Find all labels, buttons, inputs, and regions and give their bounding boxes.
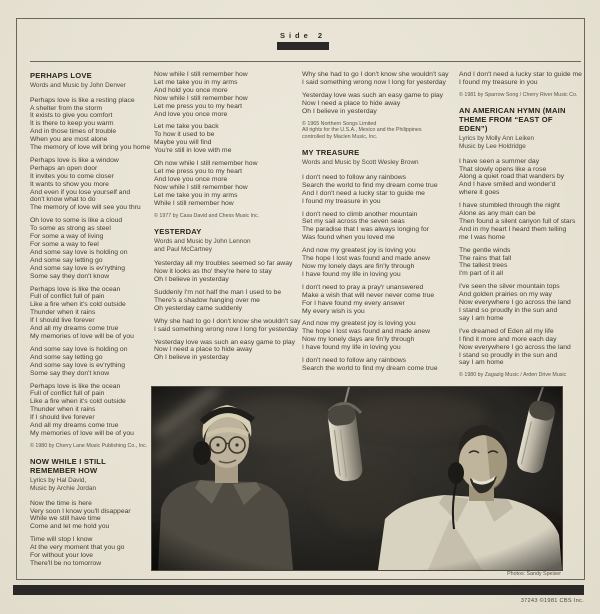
lyric-line: Thunder when it rains: [30, 309, 96, 317]
lyric-line: When you are most alone: [30, 136, 108, 144]
lyric-line: And now my greatest joy is loving you: [302, 247, 416, 255]
lyric-line: It invites you to come closer: [30, 172, 114, 180]
lyric-line: I've seen the silver mountain tops: [459, 283, 560, 291]
lyric-line: The hope I lost was found and made anew: [302, 255, 431, 263]
text-line: Words and Music by Scott Wesley Brown: [302, 159, 419, 167]
photo-credit: Photos: Sandy Speiser: [507, 571, 561, 577]
lyric-line: Alone as any man can be: [459, 210, 536, 218]
copyright-note: [30, 443, 150, 450]
lyric-line: Oh I believe in yesterday: [302, 107, 377, 115]
lyric-line: Like a fire when it's cold outside: [30, 398, 126, 406]
lyric-line: It exists to give you comfort: [30, 112, 113, 120]
lyric-line: The rains that fall: [459, 254, 512, 262]
lyric-line: You're still in love with me: [154, 147, 232, 155]
song-credit: [154, 238, 292, 253]
song-credit: [30, 82, 150, 90]
stanza: [302, 320, 458, 352]
text-line: All rights for the U.S.A., Mexico and the Philippines: [302, 127, 422, 134]
lyric-line: Full of conflict full of pain: [30, 293, 105, 301]
lyric-line: The memory of love will bring you home: [30, 144, 151, 152]
lyric-line: To how it used to be: [154, 131, 215, 139]
lyric-line: I don't need to follow any rainbows: [302, 173, 407, 181]
bottom-bar: [13, 585, 584, 595]
lyric-line: Oh I believe in yesterday: [154, 276, 229, 284]
lyric-line: I have found my life in loving you: [302, 344, 401, 352]
lyric-line: Then found a silent canyon full of stars: [459, 217, 576, 225]
lyric-line: While we still have time: [30, 515, 101, 523]
lyric-line: Time will stop I know: [30, 536, 93, 544]
lyric-line: I stand so proudly in the sun and: [459, 307, 558, 314]
song-credit: [30, 477, 150, 492]
stanza: [30, 157, 150, 212]
lyric-line: And all my dreams come true: [30, 325, 119, 333]
song-credit: [302, 159, 458, 167]
lyric-line: Maybe you will find: [154, 139, 212, 147]
lyric-line: It is there to keep you warm: [30, 120, 114, 128]
lyric-line: Now my lonely days are fin'ly through: [302, 336, 415, 344]
lyric-line: The tallest trees: [459, 262, 508, 270]
side-label: Side 2: [279, 31, 327, 40]
text-line: Music by Archie Jordan: [30, 485, 97, 493]
lyric-line: where it goes: [459, 189, 500, 197]
stanza: [302, 247, 458, 279]
text-line: © 1965 Northern Songs Limited: [302, 120, 377, 127]
copyright-note: [302, 121, 458, 141]
lyric-line: I found my treasure in you: [459, 78, 538, 86]
lyric-line: Make a wish that will never never come true: [302, 291, 435, 299]
song-title: PERHAPS LOVE: [30, 71, 92, 80]
studio-photo: [152, 387, 562, 570]
lyric-line: And love you once more: [154, 110, 228, 118]
lyric-line: Let me take you back: [154, 123, 219, 131]
lyric-line: It wants to show you more: [30, 180, 109, 188]
lyric-line: Full of conflict full of pain: [30, 390, 105, 398]
lyric-line: me I was home: [459, 233, 506, 241]
lyric-line: For I have found my every answer: [302, 299, 405, 307]
stanza: [30, 97, 150, 152]
lyric-line: And some say letting go: [30, 256, 103, 264]
lyric-line: My every wish is you: [302, 307, 365, 315]
stanza: [459, 247, 581, 279]
text-line: Words and Music by John Denver: [30, 82, 126, 89]
lyric-line: Now everywhere I go across the land: [459, 299, 571, 307]
lyric-line: There's a shadow hanging over me: [154, 296, 260, 304]
stanza: [459, 71, 581, 87]
lyric-line: My memories of love will be of you: [30, 332, 134, 340]
song-title: AN AMERICAN HYMN (MAIN THEME FROM “EAST OF EDEN”): [459, 106, 566, 134]
lyric-line: Why she had to go I don't know she wouldn't say: [154, 317, 301, 325]
lyric-line: And love you once more: [154, 175, 228, 183]
lyric-line: Along a quiet road that wanders by: [459, 173, 565, 181]
stanza: [154, 338, 296, 363]
copyright-note: [154, 213, 292, 220]
text-line: Lyrics by Molly Ann Leiken: [459, 135, 535, 143]
lyric-line: I found my treasure in you: [302, 197, 381, 205]
stanza: [154, 123, 292, 155]
stanza: [459, 202, 581, 242]
stanza: [154, 160, 292, 207]
lyric-line: Now it looks as tho' they're here to stay: [154, 268, 272, 276]
lyric-line: Now I need a place to hide away: [154, 346, 253, 354]
lyric-line: say I am home: [459, 359, 504, 367]
lyric-line: The gentle winds: [459, 246, 511, 254]
lyric-line: I've dreamed of Eden all my life: [459, 327, 554, 335]
lyric-line: Like a fire when it's cold outside: [30, 301, 126, 309]
side-header: [250, 31, 356, 50]
lyric-line: Search the world to find my dream come true: [302, 181, 438, 189]
lyric-line: Set my sail across the seven seas: [302, 218, 405, 226]
lyric-line: Let me take you in my arms: [154, 78, 238, 86]
text-line: © 1980 by Zagazig Music / Arden Drive Music: [459, 372, 567, 379]
text-line: Words and Music by John Lennon: [154, 238, 251, 246]
stanza: [459, 328, 581, 368]
lyric-line: And even if you lose yourself and: [30, 188, 131, 196]
lyric-line: I don't need to follow any rainbows: [302, 357, 407, 365]
text-line: Lyrics by Hal David,: [30, 477, 87, 485]
lyric-line: Now while I still remember how: [154, 71, 248, 78]
stanza: [30, 217, 150, 280]
lyric-line: And some say letting go: [30, 353, 103, 361]
lyric-line: I said something wrong now I long for yesterday: [302, 78, 446, 86]
lyric-line: Let me press you to my heart: [154, 167, 243, 175]
lyric-line: Yesterday love was such an easy game to play: [302, 91, 444, 99]
lyric-line: And in my heart I heard them telling: [459, 225, 567, 233]
lyric-line: I'm part of it all: [459, 270, 503, 278]
lyric-line: And hold you once more: [154, 86, 228, 94]
stanza: [154, 260, 292, 284]
lyric-line: For without your love: [30, 552, 94, 560]
lyric-line: Now while I still remember how: [154, 183, 248, 191]
lyric-line: Oh yesterday came suddenly: [154, 304, 243, 312]
lyric-line: While I still remember how: [154, 199, 234, 207]
lyric-line: I don't need to climb another mountain: [302, 210, 418, 218]
text-line: © 1977 by Casa David and Chess Music Inc.: [154, 212, 260, 219]
lyric-line: I said something wrong now I long for yesterday: [154, 325, 298, 333]
lyric-line: Why she had to go I don't know she wouldn't say: [302, 71, 449, 78]
lyric-line: And I don't need a lucky star to guide me: [459, 71, 582, 78]
lyric-line: I have stumbled through the night: [459, 202, 560, 210]
stanza: [302, 92, 458, 116]
lyric-line: There'll be no tomorrow: [30, 559, 102, 567]
lyric-line: And some say love is holding on: [30, 345, 128, 353]
lyric-line: Come and let me hold you: [30, 523, 110, 531]
side-bar: [277, 42, 329, 50]
lyric-line: To some as strong as steel: [30, 225, 111, 233]
lyric-line: say I am home: [459, 314, 504, 322]
lyric-line: I don't need to pray a pray'r unanswered: [302, 283, 424, 291]
lyric-line: And golden prairies on my way: [459, 291, 552, 299]
lyric-line: My memories of love will be of you: [30, 429, 134, 437]
text-line: Music by Lee Holdridge: [459, 143, 526, 150]
lyric-line: Suddenly I'm not half the man I used to be: [154, 289, 282, 296]
lyric-line: Very soon I know you'll disappear: [30, 507, 131, 515]
lyric-line: Some say they don't know: [30, 369, 110, 377]
lyrics-column-1: [30, 71, 150, 573]
stanza: [30, 500, 150, 532]
lyrics-column-3: [302, 71, 458, 378]
lyric-line: Now while I still remember how: [154, 94, 248, 102]
song-credit: [459, 135, 581, 150]
lyric-line: At the very moment that you go: [30, 544, 125, 552]
stanza: [30, 346, 150, 378]
lyric-line: And in those times of trouble: [30, 128, 117, 136]
lyric-line: Oh love to some is like a cloud: [30, 217, 123, 225]
lyric-line: The memory of love will see you thru: [30, 204, 141, 212]
photo-vignette: [152, 387, 562, 570]
lyric-line: And now my greatest joy is loving you: [302, 320, 416, 328]
lyric-line: If I should live forever: [30, 317, 95, 325]
lyric-line: don't know what to do: [30, 196, 96, 204]
lyric-line: Search the world to find my dream come true: [302, 364, 438, 372]
catalog-number: 37243 ©1981 CBS Inc.: [520, 598, 584, 604]
song-title: YESTERDAY: [154, 227, 202, 237]
stanza: [459, 283, 581, 323]
lyric-line: A shelter from the storm: [30, 104, 103, 112]
lyric-line: Perhaps love is like the ocean: [30, 285, 121, 293]
lyric-line: And some say love is ev'rything: [30, 264, 125, 272]
stanza: [302, 71, 458, 87]
lyric-line: The hope I lost was found and made anew: [302, 328, 431, 336]
stanza: [154, 71, 292, 118]
stanza: [302, 211, 458, 243]
stanza: [30, 536, 150, 568]
text-line: © 1980 by Cherry Lane Music Publishing Co., Inc.: [30, 442, 148, 449]
text-line: and Paul McCartney: [154, 245, 212, 253]
lyric-line: Perhaps love is like a resting place: [30, 96, 135, 104]
stanza: [302, 284, 458, 316]
lyric-line: Some say they don't know: [30, 272, 110, 280]
header-rule: [30, 61, 581, 62]
lyric-line: For some a way of living: [30, 233, 104, 241]
lyric-line: I have found my life in loving you: [302, 270, 401, 278]
lyric-line: Oh now while I still remember how: [154, 160, 258, 168]
lyric-line: I stand so proudly in the sun and: [459, 351, 558, 359]
lyric-line: The paradise that I was always longing for: [302, 226, 429, 234]
lyric-line: And some say love is ev'rything: [30, 361, 125, 369]
lyric-line: And I don't need a lucky star to guide me: [302, 189, 425, 197]
lyric-line: I have seen a summer day: [459, 157, 540, 165]
lyric-line: That slowly opens like a rose: [459, 165, 547, 173]
stanza: [459, 158, 581, 198]
stanza: [302, 357, 458, 373]
lyric-line: Perhaps love is like a window: [30, 156, 119, 164]
lyrics-column-4: [459, 71, 581, 387]
stanza: [154, 317, 301, 334]
lyric-line: And I have smiled and wonder'd: [459, 181, 556, 189]
lyric-line: Now everywhere I go across the land: [459, 343, 571, 351]
lyric-line: If I should live forever: [30, 414, 95, 422]
lyric-line: And some say love is holding on: [30, 248, 128, 256]
copyright-note: [459, 92, 581, 99]
stanza: [154, 289, 292, 313]
lyric-line: Let me press you to my heart: [154, 102, 243, 110]
lyric-line: Now my lonely days are fin'ly through: [302, 262, 415, 270]
lyric-line: Perhaps love is like the ocean: [30, 382, 121, 390]
lyric-line: Was found when you loved me: [302, 234, 395, 242]
lyric-line: I find it more and more each day: [459, 335, 557, 343]
lyric-line: Oh I believe in yesterday: [154, 354, 229, 362]
lyric-line: Now I need a place to hide away: [302, 99, 401, 107]
studio-photo-illustration: [152, 387, 562, 570]
lyric-line: Perhaps an open door: [30, 164, 98, 172]
stanza: [30, 286, 150, 341]
lyric-line: Yesterday love was such an easy game to play: [154, 338, 296, 346]
lyric-line: Thunder when it rains: [30, 406, 96, 414]
lyric-line: Let me take you in my arms: [154, 191, 238, 199]
lyric-line: Yesterday all my troubles seemed so far away: [154, 260, 293, 268]
copyright-note: [459, 372, 581, 379]
lyric-line: And all my dreams come true: [30, 422, 119, 430]
song-title: MY TREASURE: [302, 148, 360, 158]
lyric-line: For some a way to feel: [30, 241, 99, 248]
song-title: NOW WHILE I STILL REMEMBER HOW: [30, 457, 106, 476]
stanza: [302, 174, 458, 206]
stanza: [30, 383, 150, 438]
lyrics-column-2: [154, 71, 301, 367]
lyric-line: Now the time is here: [30, 499, 92, 507]
text-line: controlled by Maclen Music, Inc.: [302, 133, 378, 140]
text-line: © 1981 by Sparrow Song / Cherry River Music Co.: [459, 91, 578, 98]
